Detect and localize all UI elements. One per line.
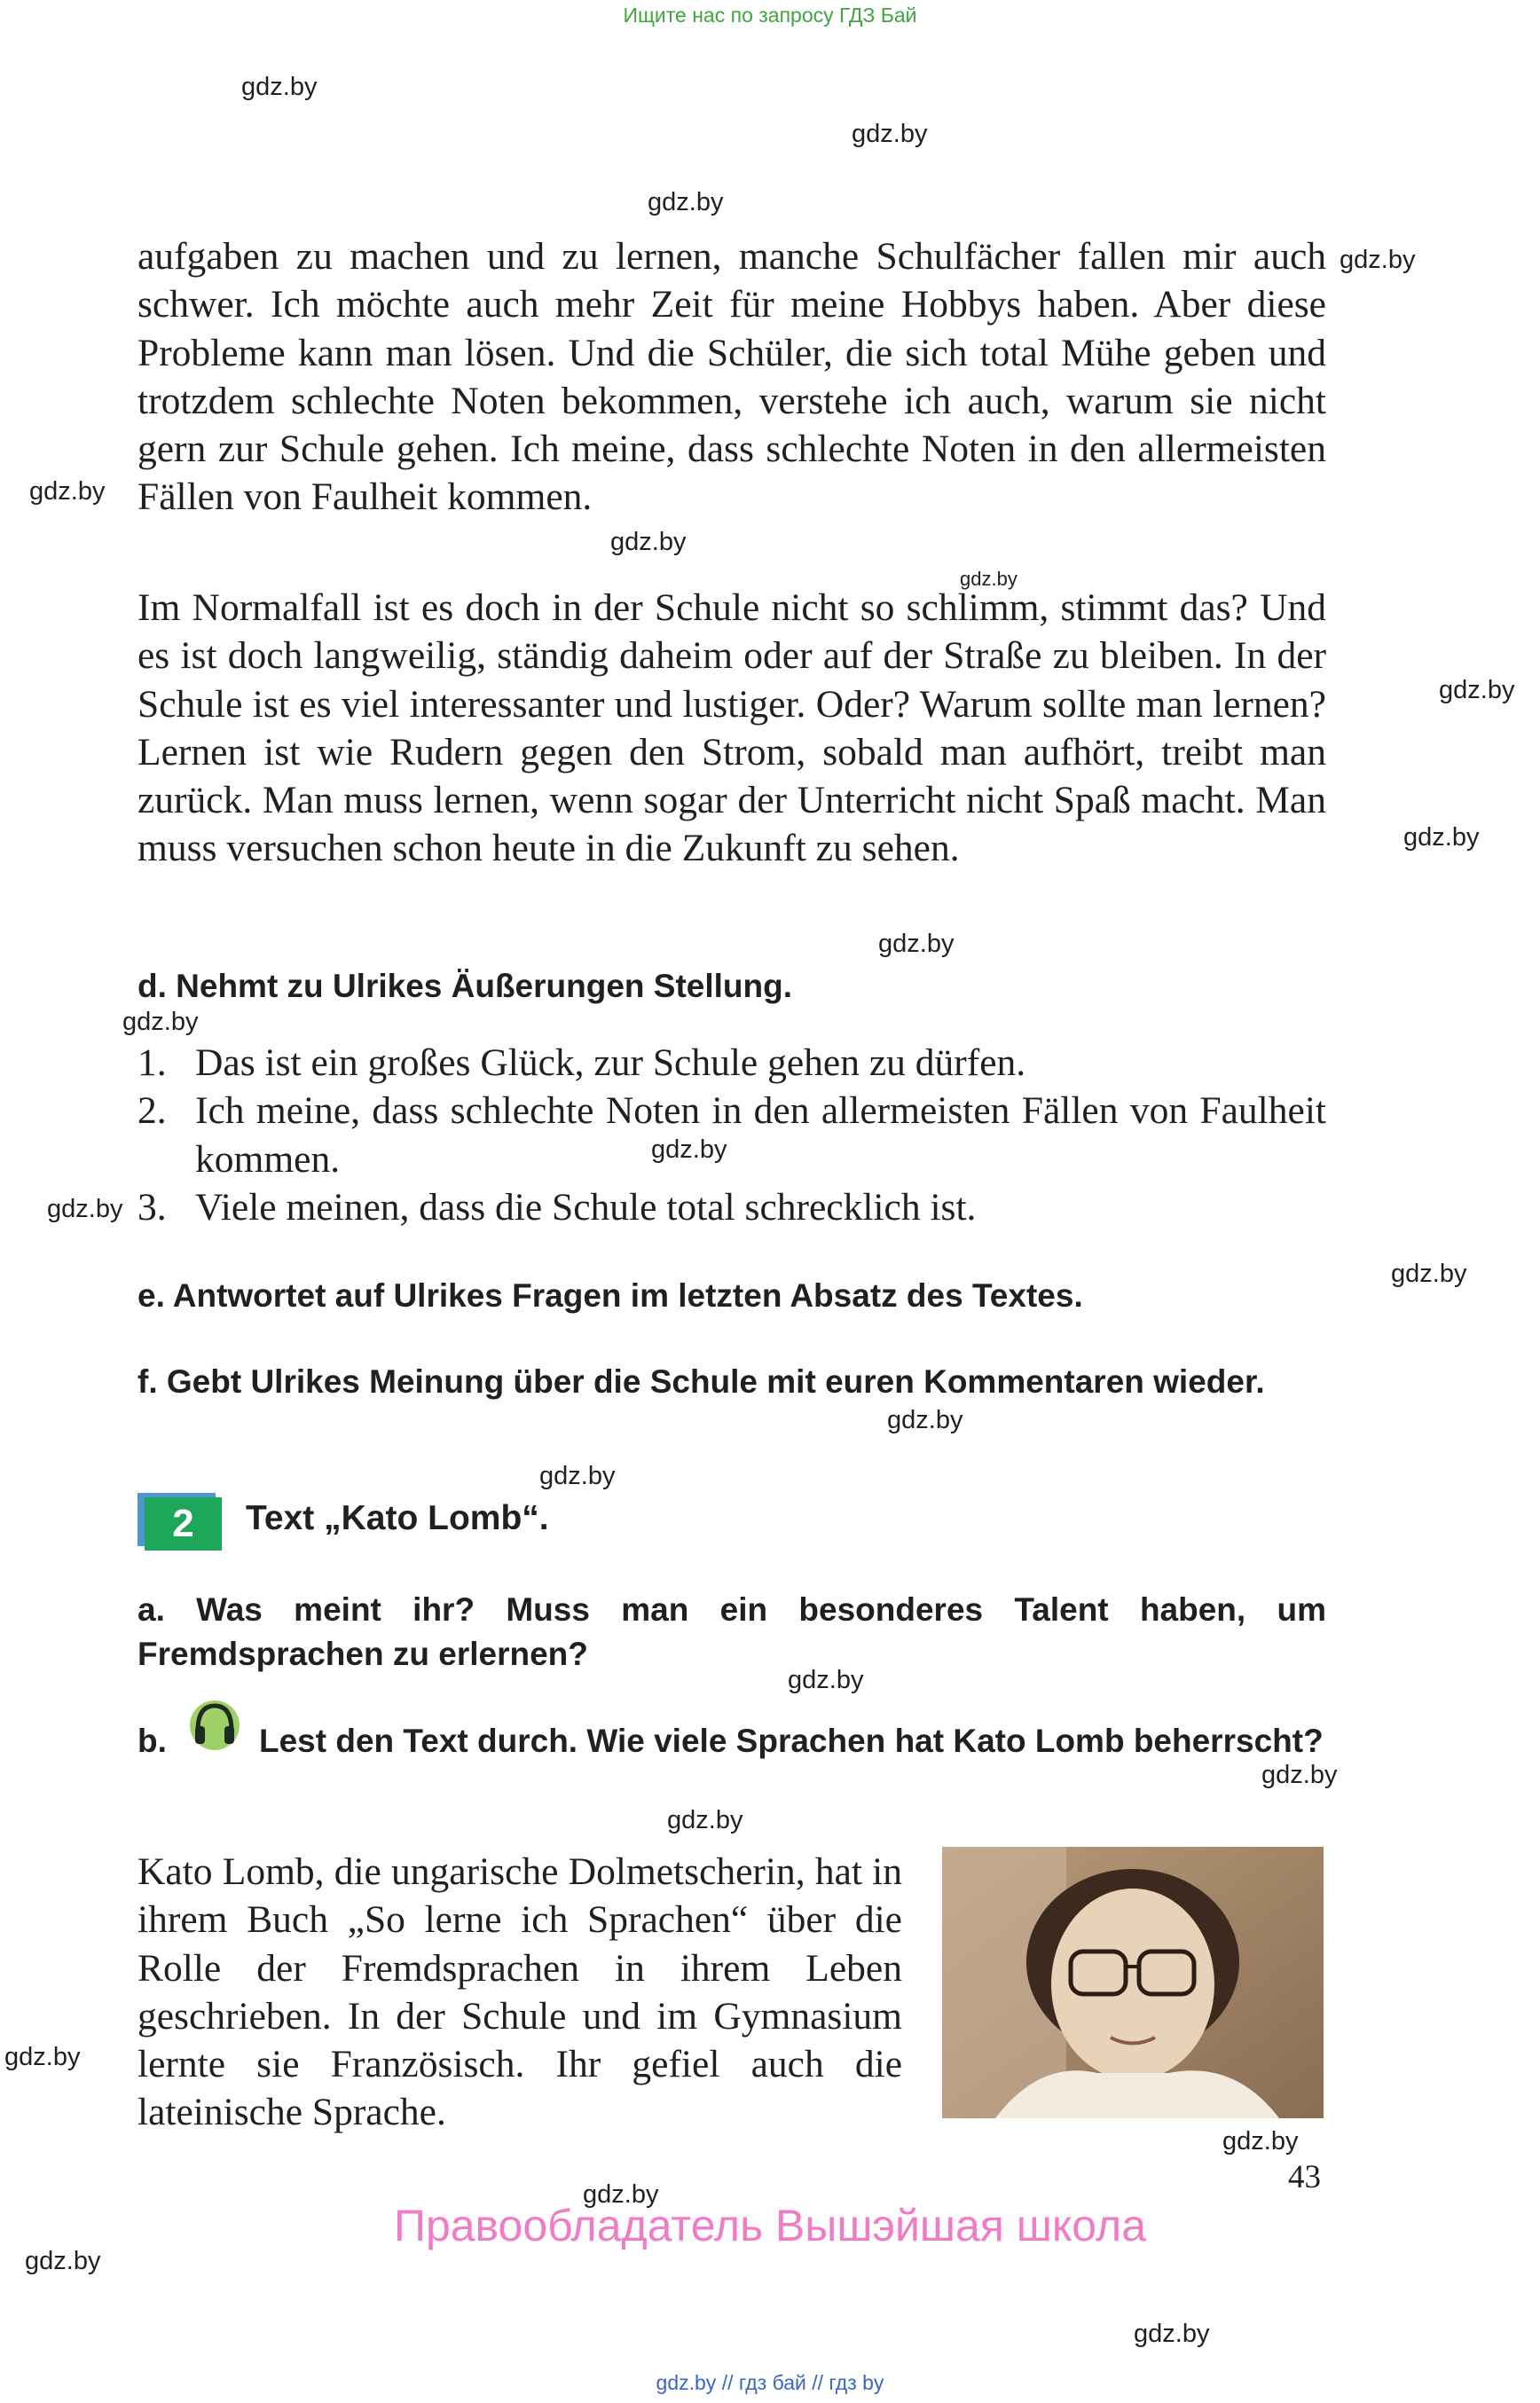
copyright-notice: Правообладатель Вышэйшая школа (394, 2201, 1146, 2250)
watermark: gdz.by (960, 568, 1018, 590)
watermark: gdz.by (29, 477, 106, 506)
top-banner[interactable]: Ищите нас по запросу ГДЗ Бай (623, 4, 917, 27)
list-text: Ich meine, dass schlechte Noten in den allermeisten Fällen von Faulheit kommen. (195, 1089, 1326, 1181)
watermark: gdz.by (667, 1806, 743, 1834)
task-a: a. Was meint ihr? Muss man ein besonderes Talent haben, um Fremdsprachen zu erlernen? (138, 1591, 1326, 1672)
statement-list (138, 1039, 1326, 1231)
list-text: Das ist ein großes Glück, zur Schule gehen zu dürfen. (195, 1041, 1026, 1084)
task-b-letter: b. (138, 1723, 167, 1759)
watermark: gdz.by (610, 528, 687, 556)
list-item (138, 1183, 1326, 1231)
watermark: gdz.by (651, 1135, 727, 1164)
watermark: gdz.by (878, 930, 955, 958)
reading-text: Kato Lomb, die ungarische Dolmetscherin, hat in ihrem Buch „So lerne ich Sprachen“ über die Rolle der Fremdsprachen in ihrem Leben geschrieben. In der Schule und im Gymnasium lernte sie Französisch. Ihr gefiel auch die lateinische Sprache. (138, 1850, 902, 2134)
list-text: Viele meinen, dass die Schule total schrecklich ist. (195, 1185, 977, 1229)
watermark: gdz.by (1261, 1761, 1338, 1789)
task-d: d. Nehmt zu Ulrikes Äußerungen Stellung. (138, 968, 793, 1004)
list-item (138, 1087, 1326, 1183)
watermark: gdz.by (25, 2247, 101, 2275)
watermark: gdz.by (852, 120, 928, 148)
list-number: 2. (138, 1089, 167, 1133)
task-b: Lest den Text durch. Wie viele Sprachen hat Kato Lomb beherrscht? (259, 1723, 1324, 1759)
watermark: gdz.by (539, 1462, 616, 1490)
watermark: gdz.by (788, 1666, 864, 1694)
paragraph-2: Im Normalfall ist es doch in der Schule nicht so schlimm, stimmt das? Und es ist doch langweilig, ständig daheim oder auf der Straße zu bleiben. In der Schule ist es viel interessanter und lustiger. Oder? Warum sollte man lernen? Lernen ist wie Rudern gegen den Strom, sobald man aufhört, treibt man zurück. Man muss lernen, wenn sogar der Unterricht nicht Spaß macht. Man muss versuchen schon heute in die Zukunft zu sehen. (138, 586, 1326, 870)
watermark: gdz.by (1134, 2320, 1210, 2348)
list-item (138, 1039, 1326, 1087)
watermark: gdz.by (122, 1008, 199, 1036)
section-title: Text „Kato Lomb“. (246, 1499, 549, 1537)
watermark: gdz.by (1222, 2127, 1299, 2156)
footer-links[interactable]: gdz.by // гдз бай // гдз by (656, 2371, 884, 2394)
paragraph-1: aufgaben zu machen und zu lernen, manche Schulfächer fallen mir auch schwer. Ich möchte auch mehr Zeit für meine Hobbys haben. Aber diese Probleme kann man lösen. Und die Schüler, die sich total Mühe geben und trotzdem schlechte Noten bekommen, verstehe ich auch, warum sie nicht gern zur Schule gehen. Ich meine, dass schlechte Noten in den allermeisten Fällen von Faulheit kommen. (138, 235, 1326, 519)
task-f: f. Gebt Ulrikes Meinung über die Schule mit euren Kommentaren wieder. (138, 1363, 1265, 1400)
section-number-badge (138, 1493, 222, 1551)
page-number: 43 (1288, 2159, 1321, 2195)
watermark: gdz.by (4, 2043, 81, 2071)
watermark: gdz.by (1391, 1260, 1467, 1288)
headphones-icon[interactable] (189, 1697, 240, 1754)
watermark: gdz.by (1439, 676, 1515, 704)
watermark: gdz.by (583, 2180, 659, 2209)
section-number: 2 (145, 1497, 222, 1551)
watermark: gdz.by (47, 1195, 123, 1223)
watermark: gdz.by (241, 73, 318, 101)
watermark: gdz.by (1403, 823, 1480, 852)
portrait-photo (942, 1847, 1324, 2118)
watermark: gdz.by (648, 188, 724, 216)
list-number: 1. (138, 1041, 167, 1084)
task-e: e. Antwortet auf Ulrikes Fragen im letzten Absatz des Textes. (138, 1277, 1083, 1314)
watermark: gdz.by (887, 1406, 963, 1434)
list-number: 3. (138, 1185, 167, 1229)
watermark: gdz.by (1340, 246, 1416, 274)
